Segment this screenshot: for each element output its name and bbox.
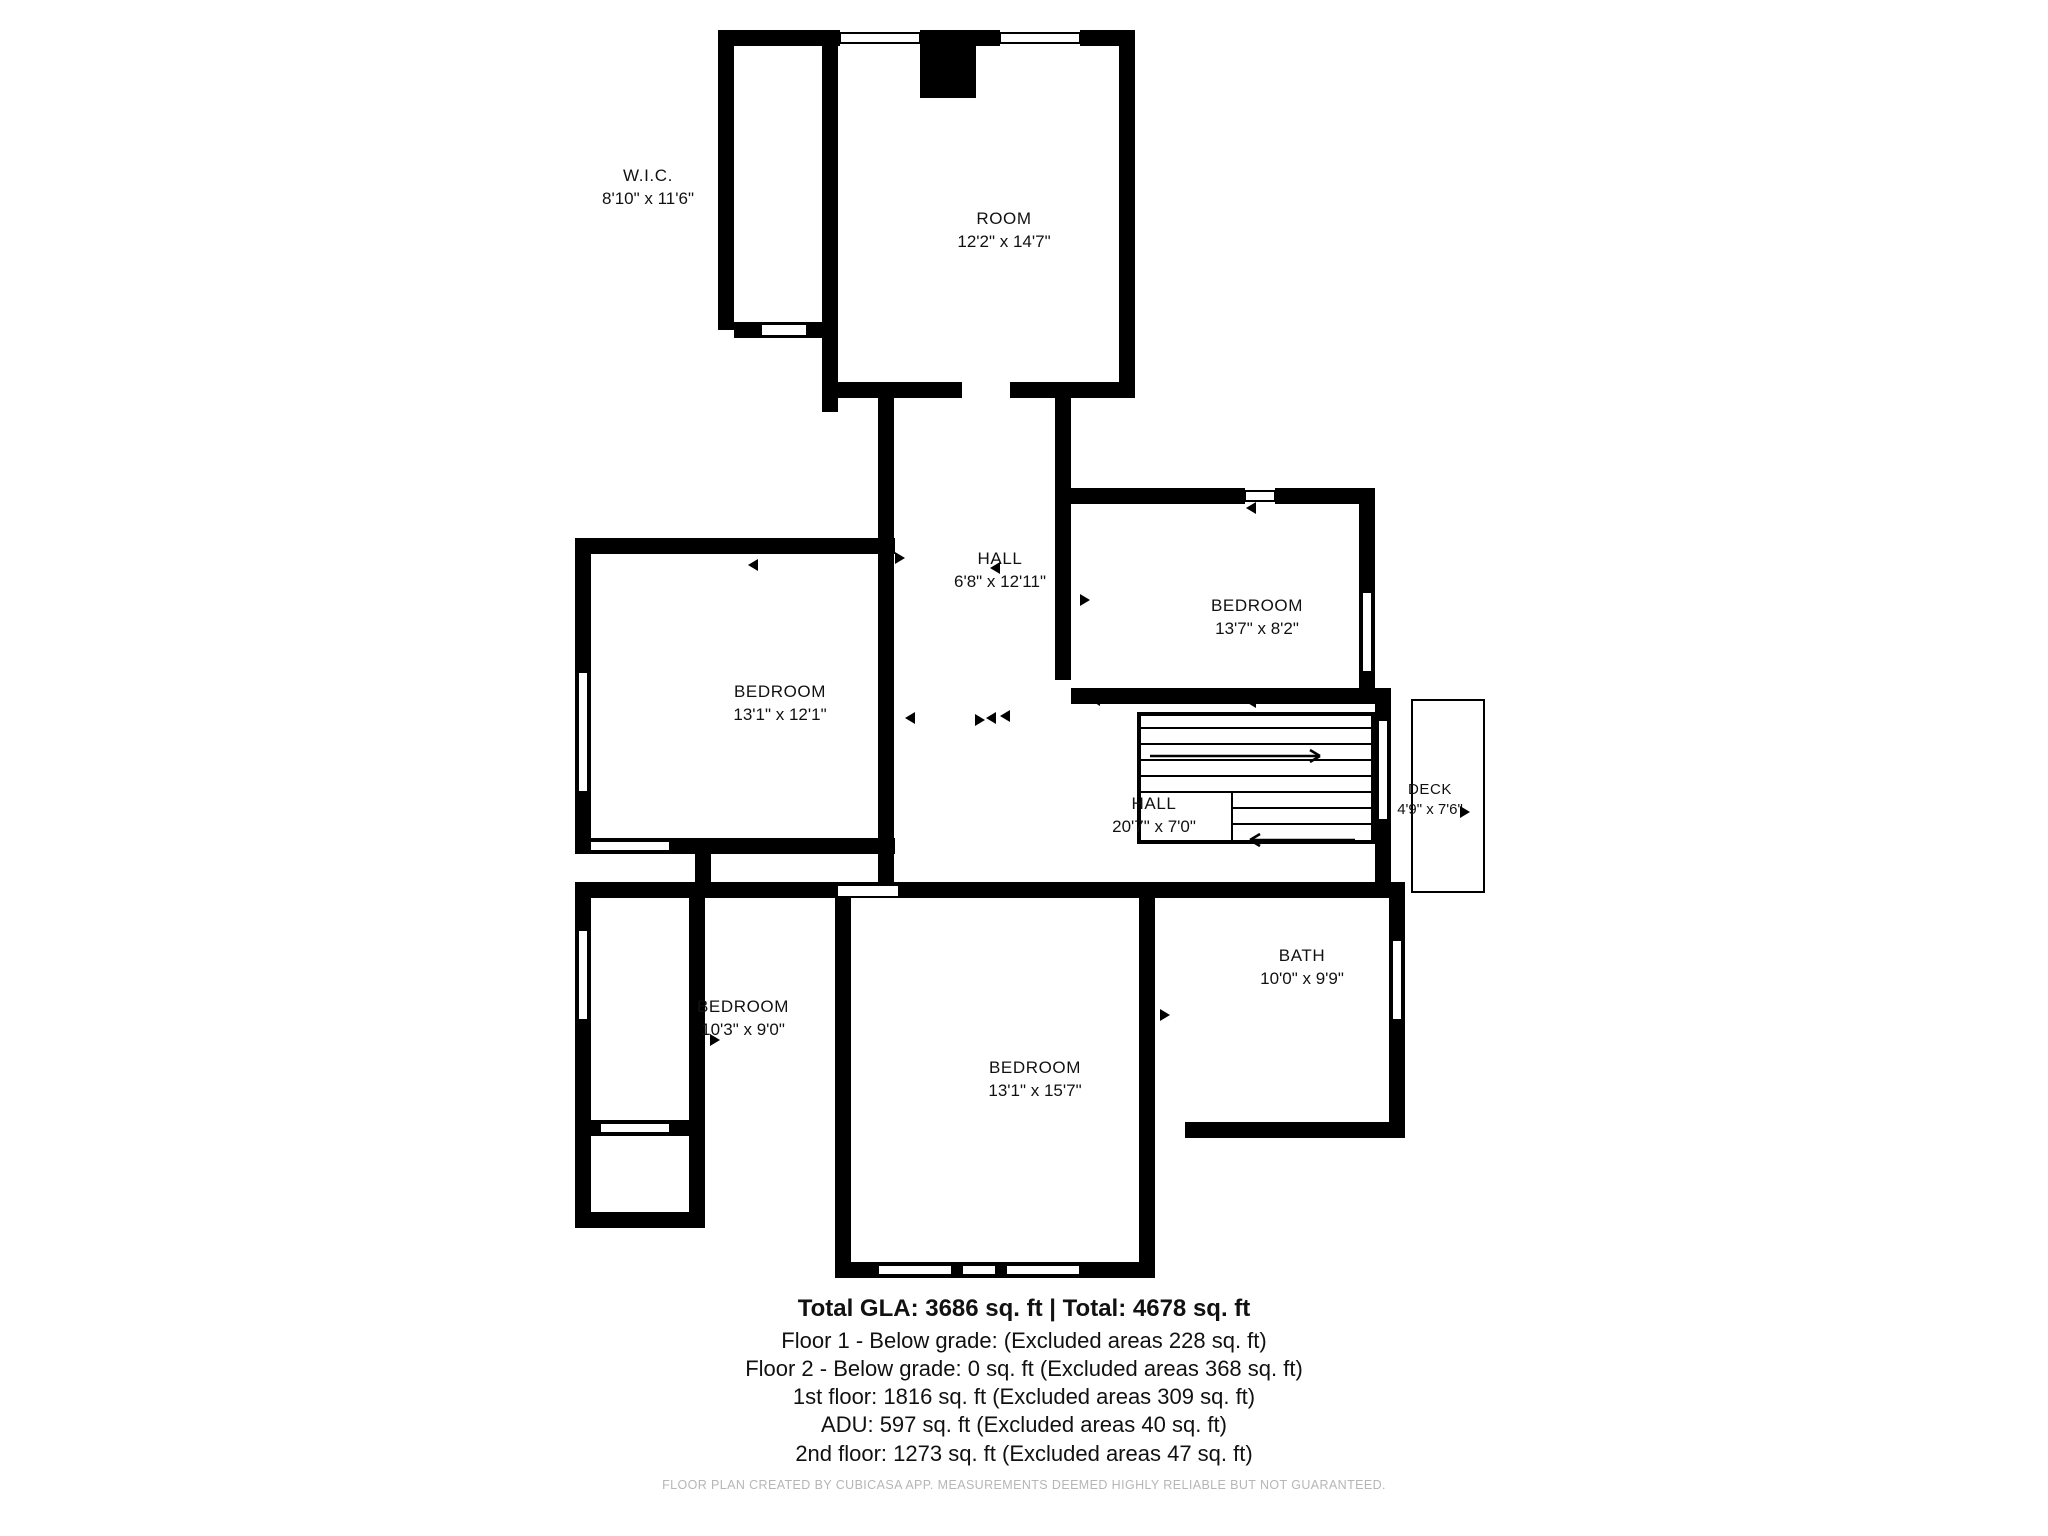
room-dimensions: 20'7" x 7'0" [1112, 816, 1196, 836]
summary-line-adu: ADU: 597 sq. ft (Excluded areas 40 sq. ft) [821, 1412, 1227, 1438]
summary-line-floor2: Floor 2 - Below grade: 0 sq. ft (Excluded areas 368 sq. ft) [745, 1356, 1303, 1382]
room-label-room [934, 208, 1074, 254]
room-dimensions: 6'8" x 12'11" [954, 571, 1046, 591]
room-label-bedroom-south [955, 1057, 1115, 1103]
room-label-bath [1232, 945, 1372, 991]
room-name: BEDROOM [1210, 596, 1304, 615]
room-label-bedroom-west [700, 681, 860, 727]
room-name: W.I.C. [623, 166, 673, 185]
summary-line-1st-floor: 1st floor: 1816 sq. ft (Excluded areas 309 sq. ft) [792, 1384, 1256, 1410]
room-label-bedroom-ne [1177, 595, 1337, 641]
room-dimensions: 10'0" x 9'9" [1260, 968, 1344, 988]
room-name: BEDROOM [733, 682, 827, 701]
room-name: HALL [1131, 794, 1177, 813]
room-dimensions: 12'2" x 14'7" [957, 231, 1051, 251]
room-name: HALL [977, 549, 1023, 568]
summary-line-floor1: Floor 1 - Below grade: (Excluded areas 228 sq. ft) [781, 1328, 1267, 1353]
room-name: BEDROOM [696, 997, 790, 1016]
room-name: ROOM [976, 209, 1032, 228]
summary-line-2nd-floor: 2nd floor: 1273 sq. ft (Excluded areas 47 sq. ft) [795, 1440, 1253, 1466]
room-label-wic [598, 165, 698, 211]
room-label-hall-upper [930, 548, 1070, 594]
area-summary [0, 1295, 2048, 1468]
room-label-deck [1385, 780, 1475, 821]
room-dimensions: 13'1" x 15'7" [988, 1080, 1082, 1100]
room-dimensions: 8'10" x 11'6" [602, 188, 694, 208]
walls-hall-and-bedrooms [575, 398, 1484, 1278]
room-dimensions: 10'3" x 9'0" [701, 1019, 785, 1039]
room-dimensions: 4'9" x 7'6" [1397, 801, 1463, 819]
room-dimensions: 13'1" x 12'1" [733, 704, 827, 724]
room-label-hall-lower [1079, 793, 1229, 839]
room-name: BEDROOM [988, 1058, 1082, 1077]
room-name: DECK [1407, 781, 1453, 798]
room-label-bedroom-sw [668, 996, 818, 1042]
creator-credit: FLOOR PLAN CREATED BY CUBICASA APP. MEASUREMENTS DEEMED HIGHLY RELIABLE BUT NOT GUARANTEED. [662, 1478, 1386, 1492]
room-name: BATH [1278, 946, 1326, 965]
room-dimensions: 13'7" x 8'2" [1215, 618, 1299, 638]
total-gla-line: Total GLA: 3686 sq. ft | Total: 4678 sq. ft [797, 1295, 1251, 1322]
